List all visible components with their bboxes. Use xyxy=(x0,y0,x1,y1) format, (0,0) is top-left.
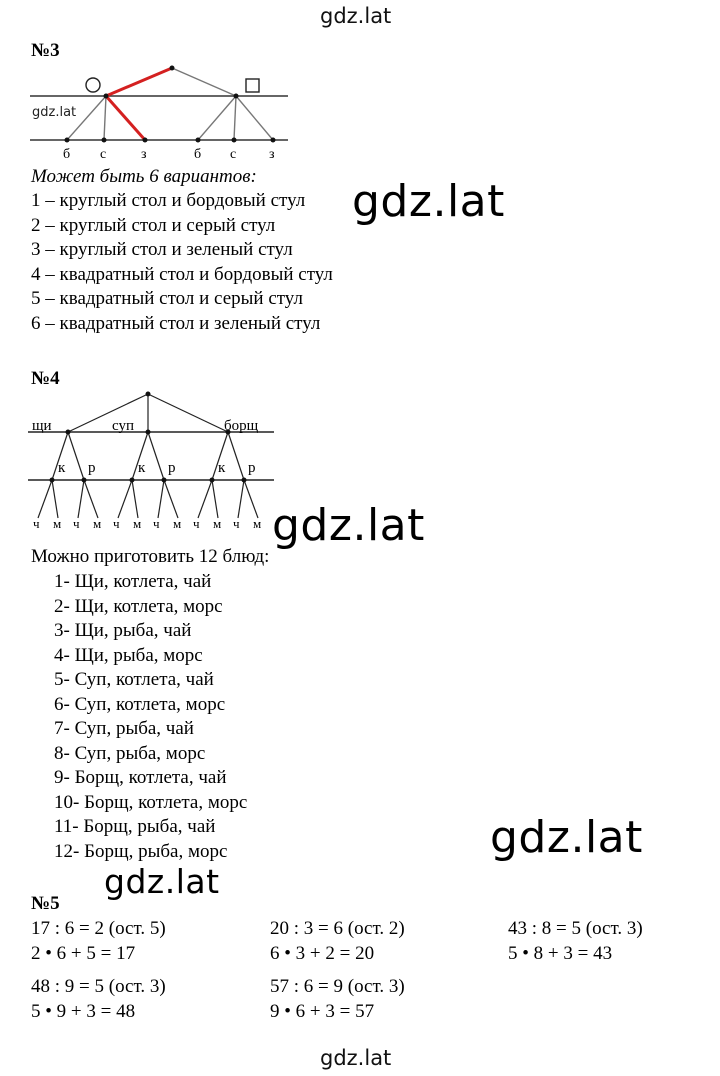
list-item: 1- Щи, котлета, чай xyxy=(54,571,212,592)
task5-column-3 xyxy=(508,917,643,966)
task5-column-1 xyxy=(31,917,166,1024)
tree-label: к xyxy=(138,460,146,476)
list-item: 11- Борщ, рыба, чай xyxy=(54,816,216,837)
tree-label: р xyxy=(248,460,256,476)
tree-label: ч xyxy=(233,516,240,528)
tree-label: ч xyxy=(33,516,40,528)
watermark-large: gdz.lat xyxy=(490,812,643,863)
tree-label: м xyxy=(213,516,222,528)
tree-label: борщ xyxy=(224,418,259,434)
tree-label: ч xyxy=(193,516,200,528)
task4-list xyxy=(54,570,247,864)
task4-intro: Можно приготовить 12 блюд: xyxy=(31,546,270,567)
task5-column-2 xyxy=(270,917,405,1024)
task3-number: №3 xyxy=(31,40,60,61)
leaf-label: б xyxy=(194,147,202,162)
tree-label: р xyxy=(88,460,96,476)
list-item: 9- Борщ, котлета, чай xyxy=(54,767,227,788)
watermark-bottom: gdz.lat xyxy=(320,1046,392,1070)
watermark-top: gdz.lat xyxy=(320,4,392,28)
watermark-large: gdz.lat xyxy=(104,862,220,901)
leaf-label: з xyxy=(141,147,147,162)
list-item: 4- Щи, рыба, морс xyxy=(54,644,203,666)
task3-intro: Может быть 6 вариантов: xyxy=(31,166,257,187)
equation: 5 • 9 + 3 = 48 xyxy=(31,1000,136,1022)
task5-number: №5 xyxy=(31,893,60,914)
equation: 57 : 6 = 9 (ост. 3) xyxy=(270,976,405,997)
list-item: 2 – круглый стол и серый стул xyxy=(31,214,276,236)
list-item: 3- Щи, рыба, чай xyxy=(54,620,192,641)
tree-label: ч xyxy=(113,516,120,528)
list-item: 7- Суп, рыба, чай xyxy=(54,718,194,739)
tree-label: щи xyxy=(32,418,52,434)
list-item: 4 – квадратный стол и бордовый стул xyxy=(31,263,333,285)
task3-list xyxy=(31,189,333,336)
tree-label: к xyxy=(218,460,226,476)
list-item: 8- Суп, рыба, морс xyxy=(54,742,206,764)
list-item: 5 – квадратный стол и серый стул xyxy=(31,288,303,309)
square-table-icon xyxy=(246,79,259,92)
equation: 5 • 8 + 3 = 43 xyxy=(508,942,613,964)
tree-label: суп xyxy=(112,418,134,434)
leaf-label: с xyxy=(230,147,237,162)
watermark-large: gdz.lat xyxy=(352,176,505,227)
tree-label: к xyxy=(58,460,66,476)
tree-label: м xyxy=(53,516,62,528)
watermark-large: gdz.lat xyxy=(272,500,425,551)
list-item: 6 – квадратный стол и зеленый стул xyxy=(31,312,321,334)
equation: 48 : 9 = 5 (ост. 3) xyxy=(31,976,166,997)
tree-label: м xyxy=(93,516,102,528)
tree-label: р xyxy=(168,460,176,476)
list-item: 10- Борщ, котлета, морс xyxy=(54,791,248,813)
tree-label: ч xyxy=(73,516,80,528)
task3-tree-diagram xyxy=(20,60,290,165)
equation: 43 : 8 = 5 (ост. 3) xyxy=(508,918,643,939)
tree-label: ч xyxy=(153,516,160,528)
list-item: 1 – круглый стол и бордовый стул xyxy=(31,190,306,211)
equation: 17 : 6 = 2 (ост. 5) xyxy=(31,918,166,939)
leaf-label: з xyxy=(269,147,275,162)
tree-label: м xyxy=(133,516,142,528)
equation: 2 • 6 + 5 = 17 xyxy=(31,942,136,964)
list-item: 6- Суп, котлета, морс xyxy=(54,693,226,715)
diagram-watermark: gdz.lat xyxy=(32,105,77,120)
tree-label: м xyxy=(253,516,262,528)
list-item: 5- Суп, котлета, чай xyxy=(54,669,214,690)
equation: 20 : 3 = 6 (ост. 2) xyxy=(270,918,405,939)
leaf-label: с xyxy=(100,147,107,162)
circle-table-icon xyxy=(86,78,100,92)
equation: 6 • 3 + 2 = 20 xyxy=(270,942,375,964)
list-item: 12- Борщ, рыба, морс xyxy=(54,840,228,862)
leaf-label: б xyxy=(63,147,71,162)
tree-label: м xyxy=(173,516,182,528)
task4-number: №4 xyxy=(31,368,60,389)
equation: 9 • 6 + 3 = 57 xyxy=(270,1000,375,1022)
list-item: 3 – круглый стол и зеленый стул xyxy=(31,239,293,260)
task4-tree-diagram xyxy=(28,386,278,528)
list-item: 2- Щи, котлета, морс xyxy=(54,595,223,617)
